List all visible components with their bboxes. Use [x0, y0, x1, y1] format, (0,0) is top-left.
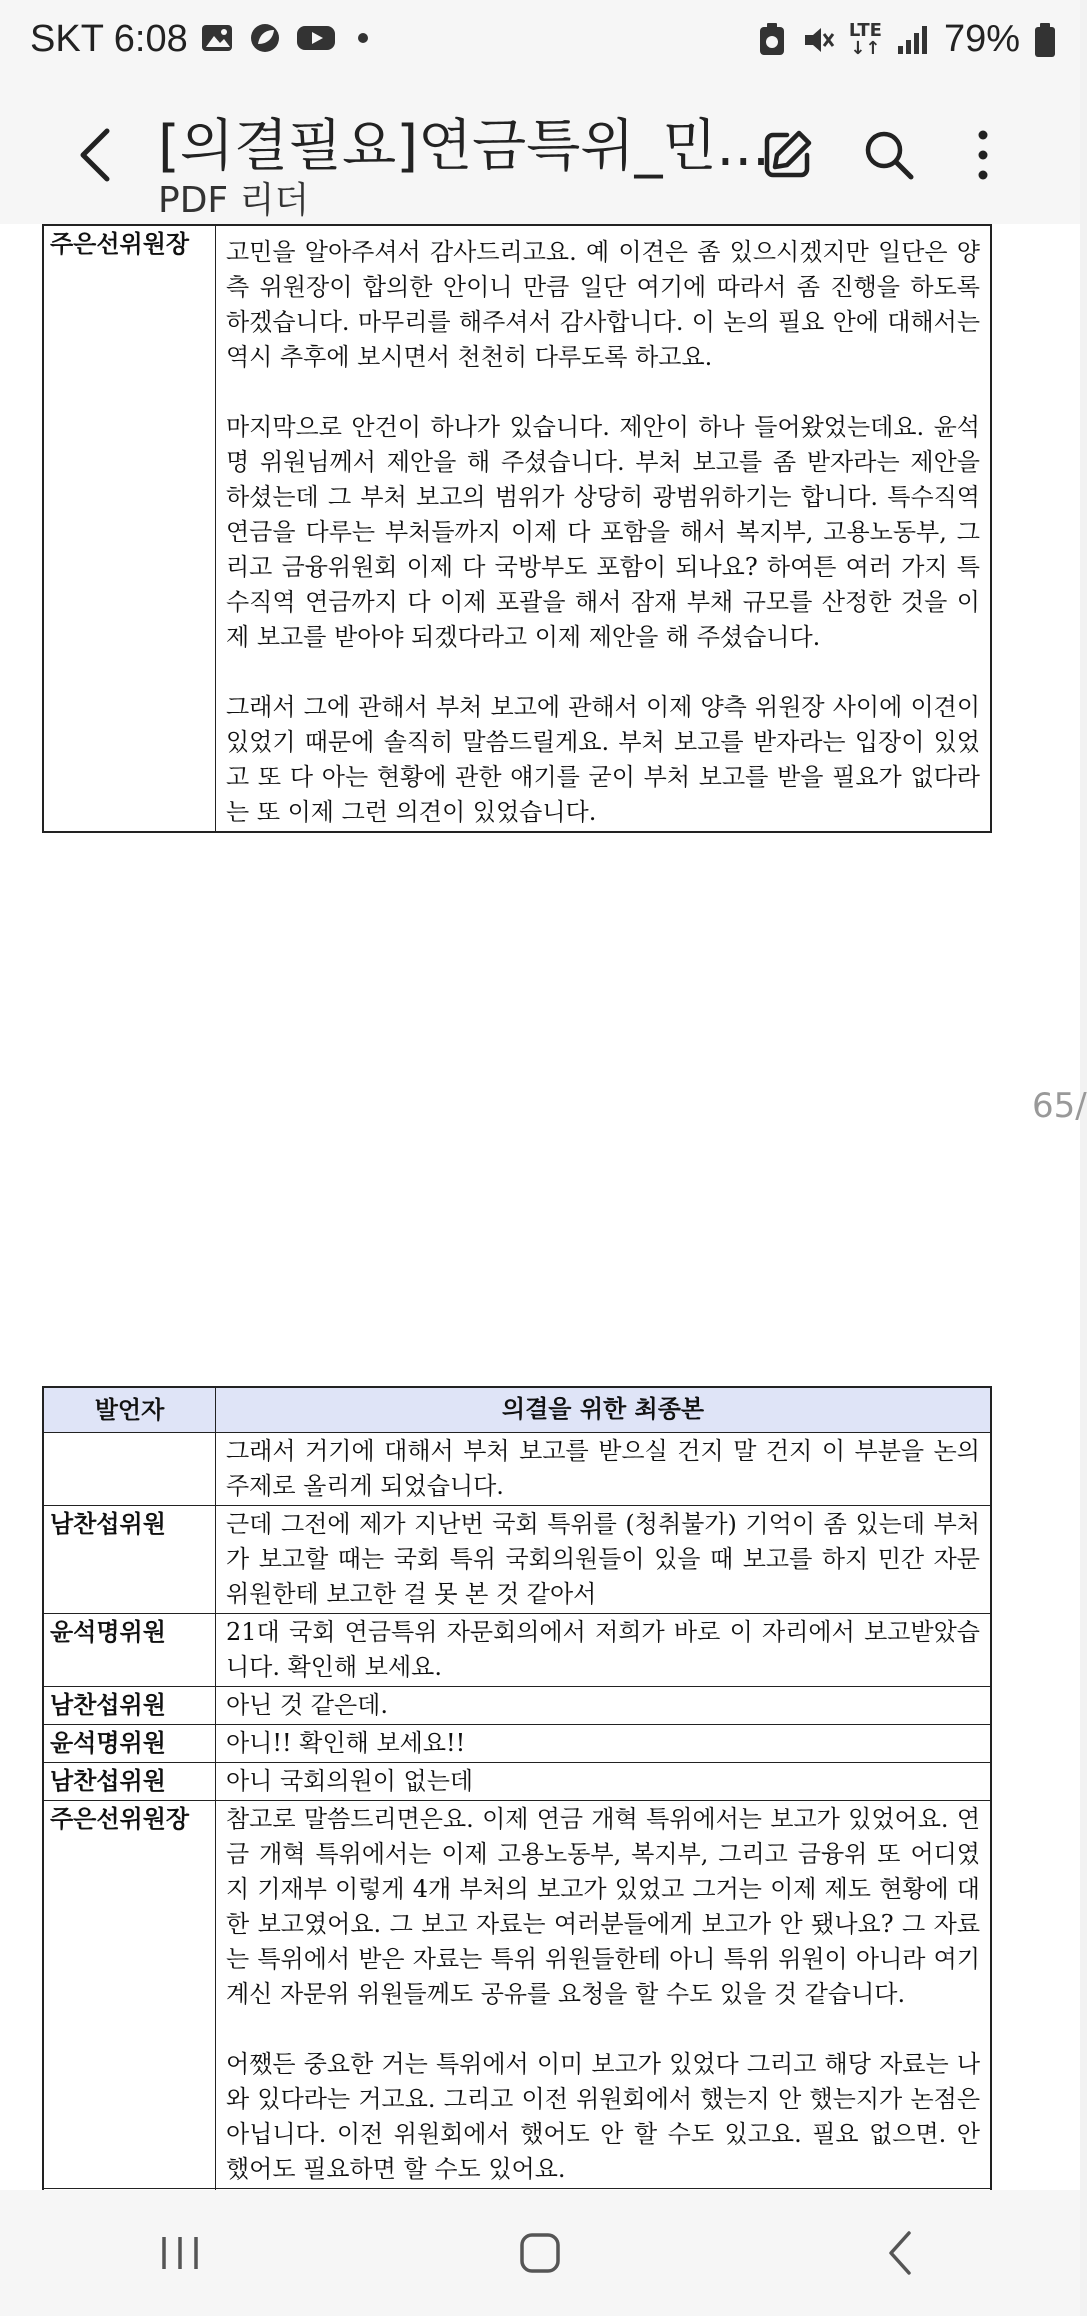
speaker-cell: 윤석명위원	[44, 1614, 216, 1686]
speech-cell: 근데 그전에 제가 지난번 국회 특위를 (청취불가) 기억이 좀 있는데 부처가 보고할 때는 국회 특위 국회의원들이 있을 때 보고를 하지 민간 자문위원한테 보고한 걸 못 본 것 같아서	[226, 1510, 980, 1608]
speaker-cell: 윤석명위원	[44, 1725, 216, 1762]
page-number: 65/	[1032, 1086, 1087, 1126]
table-row	[44, 1505, 990, 1613]
more-notifications-dot	[358, 33, 368, 43]
app-header	[0, 80, 1080, 234]
transcript-table-1	[42, 224, 992, 833]
battery-percent: 79%	[943, 18, 1020, 60]
leaf-icon	[248, 22, 282, 54]
carrier-time: SKT 6:08	[30, 18, 188, 60]
notification-icons	[200, 22, 368, 54]
mute-icon	[801, 23, 835, 57]
table-row	[44, 1432, 990, 1505]
home-button[interactable]	[480, 2208, 600, 2298]
system-icons	[757, 18, 1056, 61]
speech-cell: 아니 국회의원이 없는데	[226, 1767, 474, 1795]
speech-cell: 21대 국회 연금특위 자문회의에서 저희가 바로 이 자리에서 보고받았습니다. 확인해 보세요.	[226, 1618, 980, 1681]
signal-icon	[896, 24, 930, 56]
pdf-viewer[interactable]	[0, 230, 1087, 2190]
speech-cell: 참고로 말씀드리면은요. 이제 연금 개혁 특위에서는 보고가 있었어요. 연금 개혁 특위에서는 이제 고용노동부, 복지부, 그리고 금융위 또 어디였지 기재부 이렇게 4개 부처의 보고가 있었고 그거는 이제 제도 현황에 대한 보고였어요. 그 보고 자료는 여러분들에게 보고가 안 됐나요? 그 자료는 특위에서 받은 자료는 특위 위원들한테 아니 특위 위원이 아니라 여기 계신 자문위 위원들께도 공유를 요청을 할 수도 있을 것 같습니다. 어쨌든 중요한 거는 특위에서 이미 보고가 있었다 그리고 해당 자료는 나와 있다라는 거고요. 그리고 이전 위원회에서 했는지 안 했는지가 논점은 아닙니다. 이전 위원회에서 했어도 안 할 수도 있고요. 필요 없으면. 안 했어도 필요하면 할 수도 있어요.	[226, 1805, 980, 2183]
speech-cell: 그래서 거기에 대해서 부처 보고를 받으실 건지 말 건지 이 부분을 논의 주제로 올리게 되었습니다.	[226, 1437, 980, 1500]
system-back-button[interactable]	[840, 2208, 960, 2298]
speaker-column-header: 발언자	[44, 1388, 216, 1432]
status-bar	[0, 0, 1080, 80]
speaker-cell: 주은선위원장	[44, 1801, 216, 2188]
system-nav-bar	[0, 2190, 1080, 2316]
paragraph: 그래서 그에 관해서 부처 보고에 관해서 이제 양측 위원장 사이에 이견이 있었기 때문에 솔직히 말씀드릴게요. 부처 보고를 받자라는 입장이 있었고 또 다 아는 현황에 관한 얘기를 굳이 부처 보고를 받을 필요가 없다라는 또 이제 그런 의견이 있었습니다.	[226, 693, 980, 826]
back-chevron-icon	[885, 2229, 915, 2277]
speaker-cell: 남찬섭위원	[44, 1763, 216, 1800]
speech-cell	[216, 226, 990, 831]
recent-apps-button[interactable]	[120, 2208, 240, 2298]
table-row	[44, 1613, 990, 1686]
speaker-cell: 남찬섭위원	[44, 1687, 216, 1724]
youtube-icon	[296, 22, 336, 54]
speech-cell: 아니!! 확인해 보세요!!	[226, 1729, 466, 1757]
network-type: LTE ↓↑	[848, 19, 882, 59]
table-header-row	[44, 1388, 990, 1432]
table-row	[44, 1762, 990, 1800]
speaker-cell: 주은선위원장	[44, 226, 216, 831]
edit-button[interactable]	[752, 120, 822, 190]
app-name: PDF 리더	[158, 180, 310, 221]
speech-cell: 아닌 것 같은데.	[226, 1691, 388, 1719]
speaker-cell: 남찬섭위원	[44, 1506, 216, 1613]
battery-saver-icon	[757, 22, 787, 58]
pdf-page-66	[0, 1160, 1080, 2260]
table-row	[44, 1800, 990, 2188]
back-button[interactable]	[60, 110, 130, 200]
recents-icon	[158, 2233, 202, 2273]
more-options-button[interactable]	[948, 120, 1018, 190]
table-row	[44, 226, 990, 831]
edit-icon	[759, 127, 815, 183]
back-arrow-icon	[75, 125, 115, 185]
document-title: [의결필요]연금특위_민...	[158, 114, 770, 179]
gallery-icon	[200, 22, 234, 54]
table-row	[44, 1686, 990, 1724]
more-vertical-icon	[973, 127, 993, 183]
battery-icon	[1034, 22, 1056, 58]
text-column-header: 의결을 위한 최종본	[501, 1395, 705, 1423]
paragraph: 고민을 알아주셔서 감사드리고요. 예 이견은 좀 있으시겠지만 일단은 양측 위원장이 합의한 안이니 만큼 일단 여기에 따라서 좀 진행을 하도록 하겠습니다. 마무리를 해주셔서 감사합니다. 이 논의 필요 안에 대해서는 역시 추후에 보시면서 천천히 다루도록 하고요.	[226, 238, 980, 371]
home-icon	[518, 2231, 562, 2275]
speaker-cell	[44, 1433, 216, 1505]
table-row	[44, 1724, 990, 1762]
search-icon	[861, 127, 917, 183]
transcript-table-2	[42, 1386, 992, 2228]
paragraph: 마지막으로 안건이 하나가 있습니다. 제안이 하나 들어왔었는데요. 윤석명 위원님께서 제안을 해 주셨습니다. 부처 보고를 좀 받자라는 제안을 하셨는데 그 부처 보고의 범위가 상당히 광범위하기는 합니다. 특수직역 연금을 다루는 부처들까지 이제 다 포함을 해서 복지부, 고용노동부, 그리고 금융위원회 이제 다 국방부도 포함이 되나요? 하여튼 여러 가지 특수직역 연금까지 다 이제 포괄을 해서 잠재 부채 규모를 산정한 것을 이제 보고를 받아야 되겠다라고 이제 제안을 해 주셨습니다.	[226, 413, 980, 651]
search-button[interactable]	[854, 120, 924, 190]
